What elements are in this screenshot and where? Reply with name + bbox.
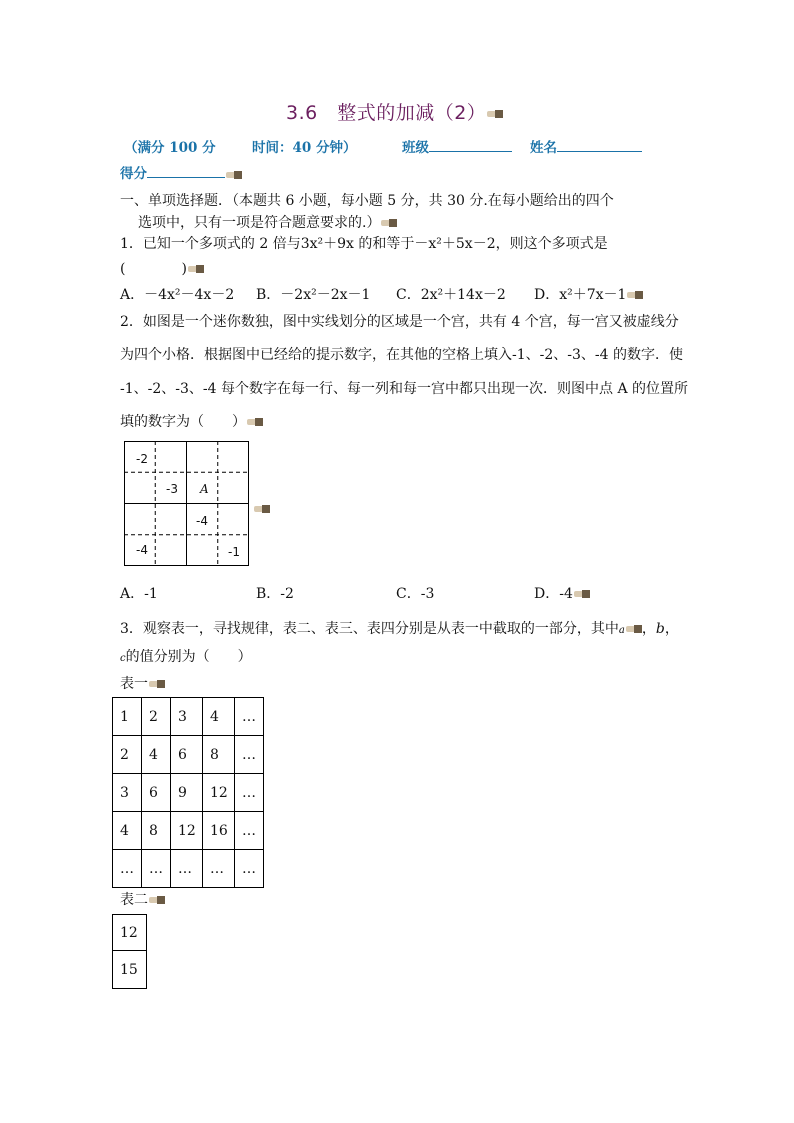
name-field [530,136,642,156]
q3-sep1: ， [641,621,656,637]
q2-line4 [120,411,263,431]
q1-answer-paren [120,258,204,278]
q1-option-a: A．－4x²－4x－2 [120,287,235,303]
q2-line2: 为四个小格．根据图中已经给的提示数字，在其他的空格上填入-1、-2、-3、-4 的数字．使 [120,347,683,363]
name-label: 姓名 [530,140,557,156]
table-cell: 16 [203,812,235,850]
table-cell: 4 [113,812,142,850]
sudoku-cell-r2c2: -3 [166,482,178,496]
sudoku-grid [124,441,249,566]
table-row [113,736,264,774]
q2-option-b: B．-2 [256,586,294,602]
sudoku-cell-r4c1: -4 [136,543,148,557]
score-blank [147,163,225,178]
table-cell: … [235,812,264,850]
watermark-icon [253,498,270,517]
q1-paren-text: ( ) [120,261,187,277]
q2-line4-text: 填的数字为（ ） [120,414,246,430]
table1-label-text: 表一 [120,676,148,692]
q2-line3: -1、-2、-3、-4 每个数字在每一行、每一列和每一宫中都只出现一次．则图中点 A 的位置所 [120,381,689,397]
q2-option-a: A．-1 [120,586,158,602]
section-heading-line1: 一、单项选择题．（本题共 6 小题，每小题 5 分，共 30 分.在每小题给出的四个 [120,193,614,209]
table-cell: 8 [203,736,235,774]
watermark-icon [627,290,643,300]
class-field [402,136,512,156]
table-row [113,774,264,812]
table-row [113,812,264,850]
table-cell: 6 [171,736,203,774]
sudoku-cell-r1c1: -2 [136,452,148,466]
table-cell: 12 [171,812,203,850]
section-heading-line2 [138,212,397,232]
table2-label [120,889,165,909]
watermark-icon [487,109,503,119]
table-cell: 9 [171,774,203,812]
table-cell: … [142,850,171,888]
watermark-icon [226,170,242,180]
q3-var-a: a [618,625,625,636]
section-heading-line2-text: 选项中，只有一项是符合题意要求的.） [138,215,381,231]
watermark-icon [381,218,397,228]
table-cell: … [113,850,142,888]
table-cell: … [235,774,264,812]
table-cell: 12 [113,915,147,951]
table-cell: 1 [113,698,142,736]
watermark-icon [188,264,204,274]
table-cell: 3 [113,774,142,812]
q2-option-c: C．-3 [396,586,435,602]
watermark-icon [149,895,165,905]
full-score-label: （满分 100 分 [124,140,216,156]
score-field [120,162,242,182]
sudoku-cell-r3c3: -4 [196,514,208,528]
class-label: 班级 [402,140,429,156]
q3-var-b: b [655,621,665,637]
q3-line2 [120,646,252,666]
class-blank [429,137,512,152]
table-row [113,915,147,951]
title-text: 3.6 整式的加减（2） [286,102,487,124]
q3-sep2: ， [664,621,679,637]
name-blank [557,137,642,152]
table-cell: 12 [203,774,235,812]
table-cell: 6 [142,774,171,812]
q3-line2-text: 的值分别为（ ） [125,649,252,665]
sudoku-cell-point-a: A [200,482,209,496]
page-title [286,98,503,125]
table1-label [120,673,165,693]
table-cell: 2 [142,698,171,736]
table-row [113,698,264,736]
table-cell: 2 [113,736,142,774]
table2-label-text: 表二 [120,892,148,908]
sudoku-cell-r4c4: -1 [228,545,240,559]
table-cell: 4 [203,698,235,736]
table-cell: … [203,850,235,888]
q2-line1: 2．如图是一个迷你数独，图中实线划分的区域是一个宫，共有 4 个宫，每一宫又被虚线分 [120,314,679,330]
watermark-icon [247,417,263,427]
watermark-icon [149,679,165,689]
time-label: 时间：40 分钟） [252,140,357,156]
table-row [113,850,264,888]
table-cell: … [235,736,264,774]
table-cell: 3 [171,698,203,736]
table1 [112,697,264,888]
q3-line1 [120,618,679,638]
q3-line1-text: 3．观察表一，寻找规律，表二、表三、表四分别是从表一中截取的一部分，其中 [120,621,619,637]
table-cell: 15 [113,951,147,989]
table-cell: … [235,850,264,888]
table2 [112,914,147,989]
q1-stem: 1．已知一个多项式的 2 倍与3x²＋9x 的和等于－x²＋5x－2，则这个多项式是 [120,236,608,252]
q1-option-d [534,284,643,304]
table-cell: 8 [142,812,171,850]
q2-option-d [534,583,590,603]
watermark-icon [626,624,642,634]
q3-var-c: c [120,653,126,664]
table-row [113,951,147,989]
table-cell: 4 [142,736,171,774]
watermark-icon [574,589,590,599]
q1-option-b: B．－2x²－2x－1 [256,287,371,303]
table-cell: … [235,698,264,736]
q1-option-c: C．2x²＋14x－2 [396,287,506,303]
table-cell: … [171,850,203,888]
q1-option-d-text: D．x²＋7x－1 [534,287,627,303]
q2-option-d-text: D．-4 [534,586,573,602]
score-label: 得分 [120,166,147,182]
